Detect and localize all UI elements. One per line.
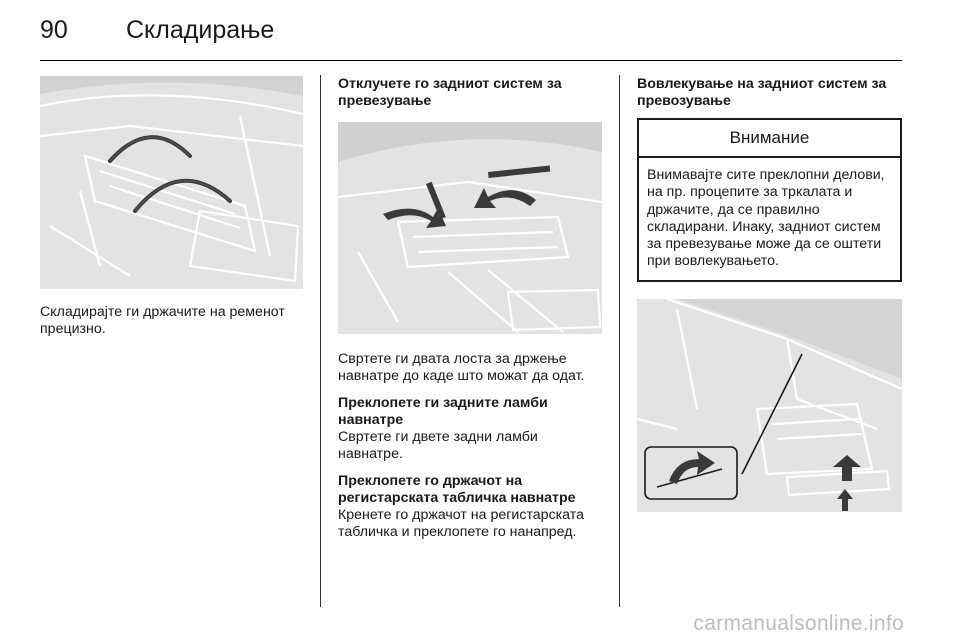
stowed-bike-carrier-illustration-icon: [40, 76, 303, 289]
caution-title: Внимание: [639, 120, 900, 158]
page-header: [40, 14, 902, 54]
retract-carrier-into-bumper-illustration-icon: [637, 299, 902, 512]
fold-lamps-text: Свртете ги двете задни ламби навнатре.: [338, 429, 538, 462]
fold-plate-holder-heading: Преклопете го држачот на регистарската табличка навнатре: [338, 473, 576, 506]
unlock-rear-carrier-illustration-icon: [338, 122, 602, 334]
header-rule: [40, 60, 902, 61]
page-number: 90: [40, 16, 68, 44]
column-3: [637, 76, 902, 512]
watermark: carmanualsonline.info: [693, 612, 904, 635]
retract-heading: Вовлекување на задниот систем за превозување: [637, 76, 887, 109]
fold-lamps-heading: Преклопете ги задните ламби навнатре: [338, 395, 548, 428]
unlock-instruction-text: Свртете ги двата лоста за држење навнатре до каде што можат да одат.: [338, 351, 585, 384]
caution-box: [637, 118, 902, 282]
column-divider-2: [619, 75, 620, 607]
column-2: [338, 76, 602, 541]
unlock-heading: Отклучете го задниот систем за превезување: [338, 76, 562, 109]
column-1: [40, 76, 303, 338]
page-title: Складирање: [126, 16, 275, 44]
caution-text: Внимавајте сите преклопни делови, на пр. процепите за тркалата и држачите, да се правилно складирани. Инаку, задниот систем за превезување може да се оштети при вовлекувањето.: [647, 167, 885, 270]
stow-instruction-text: Складирајте ги држачите на ременот прецизно.: [40, 304, 285, 337]
fold-plate-holder-text: Кренете го држачот на регистарската табличка и преклопете го нанапред.: [338, 507, 584, 540]
column-divider-1: [320, 75, 321, 607]
